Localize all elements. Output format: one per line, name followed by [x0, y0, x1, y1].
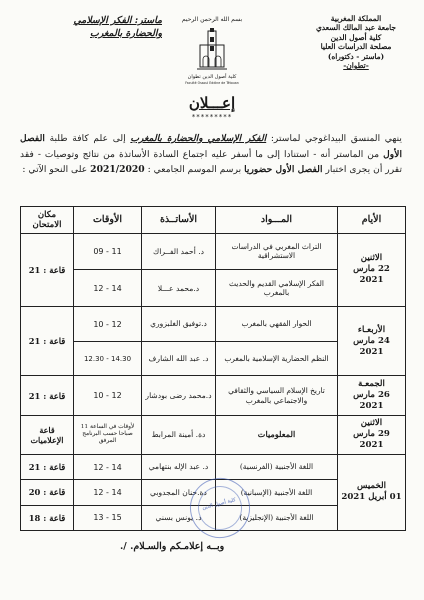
table-row — [21, 415, 406, 454]
prof-cell: د. يونس بسني — [142, 505, 216, 530]
faculty-line: كلية أصول الدين — [330, 32, 382, 42]
day-cell: الجمعـة 26 مارس 2021 — [338, 376, 406, 415]
program-header — [14, 14, 162, 40]
time-cell: 13 - 15 — [74, 505, 142, 530]
page-title: إعـــلان — [188, 94, 236, 112]
table-row — [21, 376, 406, 415]
header-subject: المـــواد — [216, 207, 338, 234]
intro-text: إلى علم كافة طلبة — [44, 133, 131, 144]
subject-cell: النظم الحضارية الإسلامية بالمغرب — [216, 341, 338, 376]
kingdom-line: المملكة المغربية — [330, 14, 382, 23]
program-name-line1: ماستر: الفكر الإسلامي — [73, 15, 162, 26]
prof-cell: د.محمد عـــلا — [142, 270, 216, 307]
subject-cell: اللغة الأجنبية (الإنجليزية) — [216, 505, 338, 530]
header-prof: الأساتــذة — [142, 207, 216, 234]
intro-text: على النحو الآتي : — [22, 164, 91, 175]
table-row — [21, 307, 406, 342]
prof-cell: د.توفيق الغلبزوري — [142, 307, 216, 342]
subject-cell: التراث المغربي في الدراسات الاستشراقية — [216, 233, 338, 270]
intro-text: من الماستر أنه - استنادا إلى ما أسفر عليه اجتماع السادة الأساتذة من نتائج وتوصيات - فقد تقرر أن يجرى اختبار — [20, 148, 402, 175]
room-cell: قاعة : 20 — [21, 480, 74, 505]
subject-cell: اللغة الأجنبية (الفرنسية) — [216, 454, 338, 479]
program-name-inline: الفكر الإسلامي والحضارة بالمغرب — [130, 133, 267, 144]
day-cell: الاثنين 22 مارس 2021 — [338, 233, 406, 307]
faculty-logo-block — [170, 16, 254, 86]
time-cell: 10 - 12 — [74, 376, 142, 415]
institution-header — [300, 14, 412, 70]
room-cell: قاعة : 21 — [21, 454, 74, 479]
header-room: مكان الامتحان — [21, 207, 74, 234]
header-day: الأيام — [338, 207, 406, 234]
time-cell: 12 - 14 — [74, 480, 142, 505]
exam-mode-inline: الفصل الأول حضوريا — [244, 164, 323, 175]
time-cell: 12.30 - 14.30 — [74, 341, 142, 376]
intro-text: برسم الموسم الجامعي : — [144, 164, 245, 175]
programs-line: (ماستر - دكتوراه) — [327, 51, 385, 61]
closing-line: وبــه إعلامـكم والسـلام. /. — [120, 541, 225, 552]
room-cell: قاعة : 21 — [21, 233, 74, 307]
time-cell: 12 - 14 — [74, 270, 142, 307]
prof-cell: د. عبد الإله بنتهامي — [142, 454, 216, 479]
time-note-cell: لأوقات في الساعة 11 صباحا حسب البرنامج المرفق — [74, 415, 142, 454]
logo-caption-en: Faculté Ossoul Eddine de Tétouan — [185, 80, 239, 85]
prof-cell: دة.حنان المجدوبي — [142, 480, 216, 505]
subject-cell: اللغة الأجنبية (الإسبانية) — [216, 480, 338, 505]
day-cell: الأربعـاء 24 مارس 2021 — [338, 307, 406, 376]
time-cell: 09 - 11 — [74, 233, 142, 270]
day-cell: الخميس 01 أبريل 2021 — [338, 454, 406, 530]
program-name-line2: والحضارة بالمغرب — [90, 28, 162, 39]
prof-cell: د.محمد رضى بودشار — [142, 376, 216, 415]
prof-cell: د. أحمد الفــراك — [142, 233, 216, 270]
intro-text: ينهي المنسق البيداغوجي لماستر: — [266, 133, 402, 144]
subject-cell: تاريخ الإسلام السياسي والثقافي والاجتماعي بالمغرب — [216, 376, 338, 415]
basmala: بسم الله الرحمن الرحيم — [181, 16, 243, 23]
room-cell: قاعة : 18 — [21, 505, 74, 530]
table-header-row — [21, 207, 406, 234]
title-ornament: ********* — [191, 113, 233, 121]
semester-inline: الفصل الأول — [20, 133, 402, 160]
city-line: -تطوان- — [343, 61, 369, 71]
subject-cell: الحوار الفقهي بالمغرب — [216, 307, 338, 342]
logo-caption: كلية أصول الدين تطوان — [187, 74, 237, 80]
subject-cell: الفكر الإسلامي القديم والحديث بالمغرب — [216, 270, 338, 307]
room-cell: قاعة الإعلاميات — [21, 415, 74, 454]
room-cell: قاعة : 21 — [21, 376, 74, 415]
header-time: الأوقات — [74, 207, 142, 234]
intro-paragraph — [20, 131, 402, 178]
time-cell: 12 - 14 — [74, 454, 142, 479]
prof-cell: د. عبد الله الشارف — [142, 341, 216, 376]
prof-cell: دة. أمينة المرابط — [142, 415, 216, 454]
day-cell: الاثنين 29 مارس 2021 — [338, 415, 406, 454]
department-line: مصلحة الدراسات العليا — [320, 42, 392, 52]
room-cell: قاعة : 21 — [21, 307, 74, 376]
time-cell: 10 - 12 — [74, 307, 142, 342]
faculty-logo-icon — [195, 27, 229, 73]
academic-year: 2021/2020 — [90, 164, 145, 175]
official-stamp: كلية أصول الدين — [184, 472, 257, 545]
university-line: جامعة عبد المالك السعدي — [316, 23, 396, 33]
table-row — [21, 454, 406, 479]
table-row — [21, 233, 406, 270]
subject-cell: المعلوميات — [216, 415, 338, 454]
